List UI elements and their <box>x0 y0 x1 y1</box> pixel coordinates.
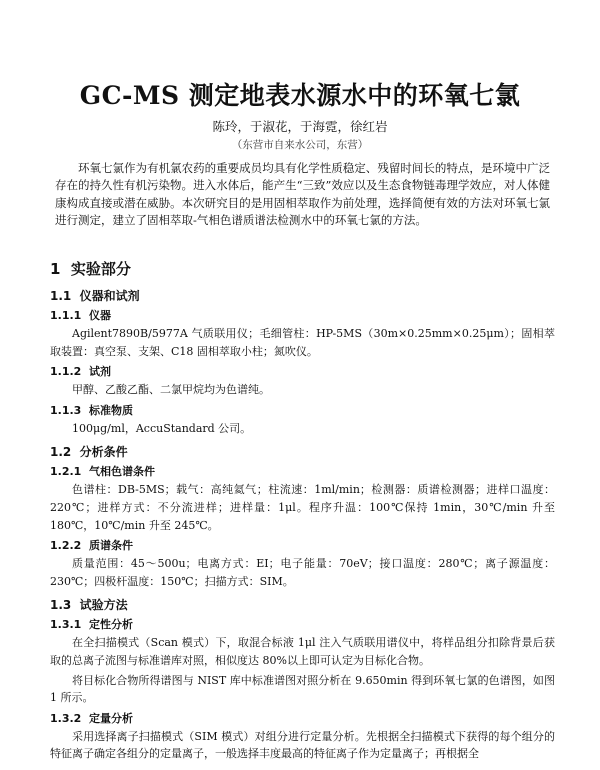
abstract: 环氧七氯作为有机氯农药的重要成员均具有化学性质稳定、残留时间长的特点，是环境中广泛存在的持久性有机污染物。进入水体后，能产生“三致”效应以及生态食物链毒理学效应，对人体健康构成直接或潜在威胁。本次研究目的是用固相萃取作为前处理，选择简便有效的方法对环氧七氯进行测定，建立了固相萃取-气相色谱质谱法检测水中的环氧七氯的方法。 <box>55 161 550 228</box>
section-title: 实验部分 <box>70 260 131 278</box>
section-number: 1.3.1 <box>50 618 82 632</box>
subsection-heading-1-2 <box>50 442 555 462</box>
section-title: 定性分析 <box>89 618 133 632</box>
subsection-heading-1-3 <box>50 595 555 615</box>
paragraph-qualitative-2: 将目标化合物所得谱图与 NIST 库中标准谱图对照分析在 9.650min 得到环氧七氯的色谱图，如图 1 所示。 <box>50 673 555 705</box>
paragraph-ms-conditions: 质量范围：45～500u；电离方式：EI；电子能量：70eV；接口温度：280℃；离子源温度：230℃；四极杆温度：150℃；扫描方式：SIM。 <box>50 557 555 588</box>
section-title: 气相色谱条件 <box>89 465 155 479</box>
subsubsection-heading-1-1-1 <box>50 306 555 325</box>
section-number: 1.2.2 <box>50 539 82 553</box>
subsubsection-heading-1-1-2 <box>50 362 555 381</box>
section-title: 试剂 <box>89 365 111 379</box>
section-title: 质谱条件 <box>89 539 133 553</box>
paragraph-reagents: 甲醇、乙酸乙酯、二氯甲烷均为色谱纯。 <box>72 383 270 397</box>
paragraph-standards: 100μg/ml，AccuStandard 公司。 <box>72 421 252 435</box>
section-number: 1.3 <box>50 598 72 613</box>
section-number: 1.1.2 <box>50 365 82 379</box>
subsubsection-heading-1-3-1 <box>50 615 555 634</box>
paper-title: GC-MS 测定地表水源水中的环氧七氯 <box>79 81 521 110</box>
section-title: 试验方法 <box>79 598 128 613</box>
affiliation: （东营市自来水公司，东营） <box>231 139 369 151</box>
paragraph-qualitative-1: 在全扫描模式（Scan 模式）下，取混合标液 1μl 注入气质联用谱仪中，将样品组分扣除背景后获取的总离子流图与标准谱库对照，相似度达 80%以上即可认定为目标化合物。 <box>50 636 555 667</box>
paragraph-instruments: Agilent7890B/5977A 气质联用仪；毛细管柱：HP-5MS（30m×0.25mm×0.25μm）；固相萃取装置：真空泵、支架、C18 固相萃取小柱；氮吹仪。 <box>50 327 555 358</box>
subsubsection-heading-1-2-1 <box>50 462 555 481</box>
section-title: 仪器 <box>89 309 111 322</box>
section-number: 1.1.3 <box>50 403 82 417</box>
section-number: 1.2.1 <box>50 465 82 479</box>
author-list: 陈玲，于淑花，于海霓，徐红岩 <box>212 119 388 134</box>
section-heading-1 <box>50 258 555 280</box>
subsubsection-heading-1-3-2 <box>50 709 555 728</box>
section-number: 1.1 <box>50 289 72 303</box>
section-number: 1 <box>50 260 61 278</box>
paragraph-quantitative: 采用选择离子扫描模式（SIM 模式）对组分进行定量分析。先根据全扫描模式下获得的每个组分的特征离子确定各组分的定量离子，一般选择丰度最高的特征离子作为定量离子；再根据全 <box>50 729 555 761</box>
section-number: 1.3.2 <box>50 711 82 725</box>
subsubsection-heading-1-2-2 <box>50 536 555 555</box>
subsubsection-heading-1-1-3 <box>50 401 555 420</box>
subsection-heading-1-1 <box>50 286 555 306</box>
section-title: 分析条件 <box>79 445 128 460</box>
section-title: 定量分析 <box>89 711 133 725</box>
paragraph-gc-conditions: 色谱柱：DB-5MS；载气：高纯氦气；柱流速：1ml/min；检测器：质谱检测器；进样口温度：220℃；进样方式：不分流进样；进样量：1μl。程序升温：100℃保持 1min，30℃/min 升至 180℃，10℃/min 升至 245℃。 <box>50 483 555 532</box>
section-number: 1.1.1 <box>50 309 82 322</box>
section-title: 标准物质 <box>89 403 133 417</box>
paper-body <box>50 258 555 765</box>
section-number: 1.2 <box>50 445 72 460</box>
section-title: 仪器和试剂 <box>79 289 140 303</box>
